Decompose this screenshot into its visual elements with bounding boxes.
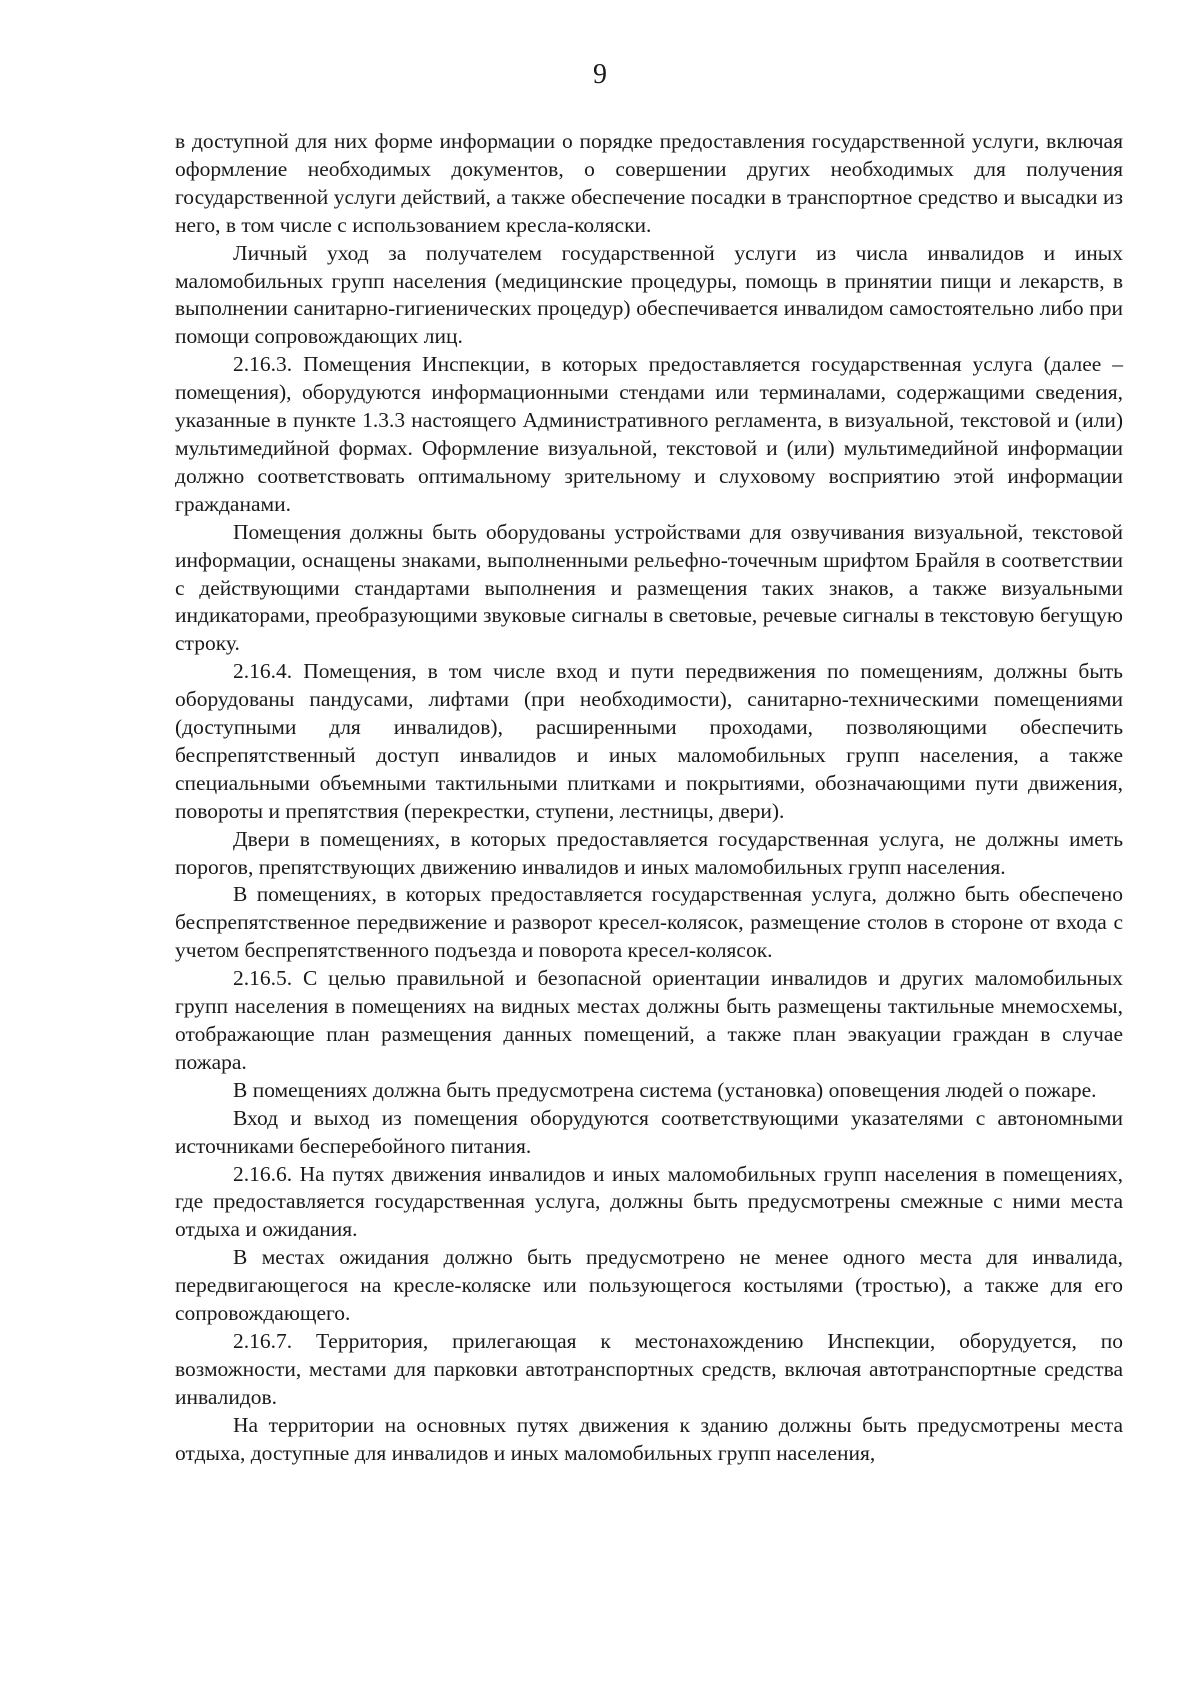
paragraph-2-16-6: 2.16.6. На путях движения инвалидов и иных маломобильных групп населения в помещениях, где предоставляется государственная услуга, должны быть предусмотрены смежные с ними места отдыха и ожидания. <box>175 1161 1123 1242</box>
paragraph-doors: Двери в помещениях, в которых предоставляется государственная услуга, не должны иметь порогов, препятствующих движению инвалидов и иных маломобильных групп населения. <box>175 826 1123 879</box>
page-number: 9 <box>593 59 607 90</box>
paragraph-2-16-3: 2.16.3. Помещения Инспекции, в которых предоставляется государственная услуга (далее – помещения), оборудуются информационными стендами или терминалами, содержащими сведения, указанные в пункте 1.3.3 настоящего Административного регламента, в визуальной, текстовой и (или) мультимедийной формах. Оформление визуальной, текстовой и (или) мультимедийной информации должно соответствовать оптимальному зрительному и слуховому восприятию этой информации гражданами. <box>175 352 1123 516</box>
paragraph-2-16-7: 2.16.7. Территория, прилегающая к местонахождению Инспекции, оборудуется, по возможности, местами для парковки автотранспортных средств, включая автотранспортные средства инвалидов. <box>175 1328 1123 1409</box>
paragraph-wheelchair-movement: В помещениях, в которых предоставляется государственная услуга, должно быть обеспечено беспрепятственное передвижение и разворот кресел-колясок, размещение столов в стороне от входа с учетом беспрепятственного подъезда и поворота кресел-колясок. <box>175 882 1123 963</box>
paragraph-personal-care: Личный уход за получателем государственной услуги из числа инвалидов и иных маломобильных групп населения (медицинские процедуры, помощь в принятии пищи и лекарств, в выполнении санитарно-гигиенических процедур) обеспечивается инвалидом самостоятельно либо при помощи сопровождающих лиц. <box>175 240 1123 349</box>
document-body <box>175 128 1123 1468</box>
paragraph-entrance-exit: Вход и выход из помещения оборудуются соответствующими указателями с автономными источниками бесперебойного питания. <box>175 1105 1123 1158</box>
paragraph-2-16-4: 2.16.4. Помещения, в том числе вход и пути передвижения по помещениям, должны быть оборудованы пандусами, лифтами (при необходимости), санитарно-техническими помещениями (доступными для инвалидов), расширенными проходами, позволяющими обеспечить беспрепятственный доступ инвалидов и иных маломобильных групп населения, а также специальными объемными тактильными плитками и покрытиями, обозначающими пути движения, повороты и препятствия (перекрестки, ступени, лестницы, двери). <box>175 659 1123 823</box>
paragraph-waiting-places: В местах ожидания должно быть предусмотрено не менее одного места для инвалида, передвигающегося на кресле-коляске или пользующегося костылями (тростью), а также для его сопровождающего. <box>175 1245 1123 1326</box>
paragraph-sound-devices: Помещения должны быть оборудованы устройствами для озвучивания визуальной, текстовой информации, оснащены знаками, выполненными рельефно-точечным шрифтом Брайля в соответствии с действующими стандартами выполнения и размещения таких знаков, а также визуальными индикаторами, преобразующими звуковые сигналы в световые, речевые сигналы в текстовую бегущую строку. <box>175 519 1123 656</box>
paragraph-fire-alarm: В помещениях должна быть предусмотрена система (установка) оповещения людей о пожаре. <box>233 1077 1097 1102</box>
paragraph-continuation: в доступной для них форме информации о порядке предоставления государственной услуги, включая оформление необходимых документов, о совершении других необходимых для получения государственной услуги действий, а также обеспечение посадки в транспортное средство и высадки из него, в том числе с использованием кресла-коляски. <box>175 129 1123 237</box>
paragraph-2-16-5: 2.16.5. С целью правильной и безопасной ориентации инвалидов и других маломобильных групп населения в помещениях на видных местах должны быть размещены тактильные мнемосхемы, отображающие план размещения данных помещений, а также план эвакуации граждан в случае пожара. <box>175 966 1123 1074</box>
paragraph-rest-places: На территории на основных путях движения к зданию должны быть предусмотрены места отдыха, доступные для инвалидов и иных маломобильных групп населения, <box>175 1412 1123 1465</box>
